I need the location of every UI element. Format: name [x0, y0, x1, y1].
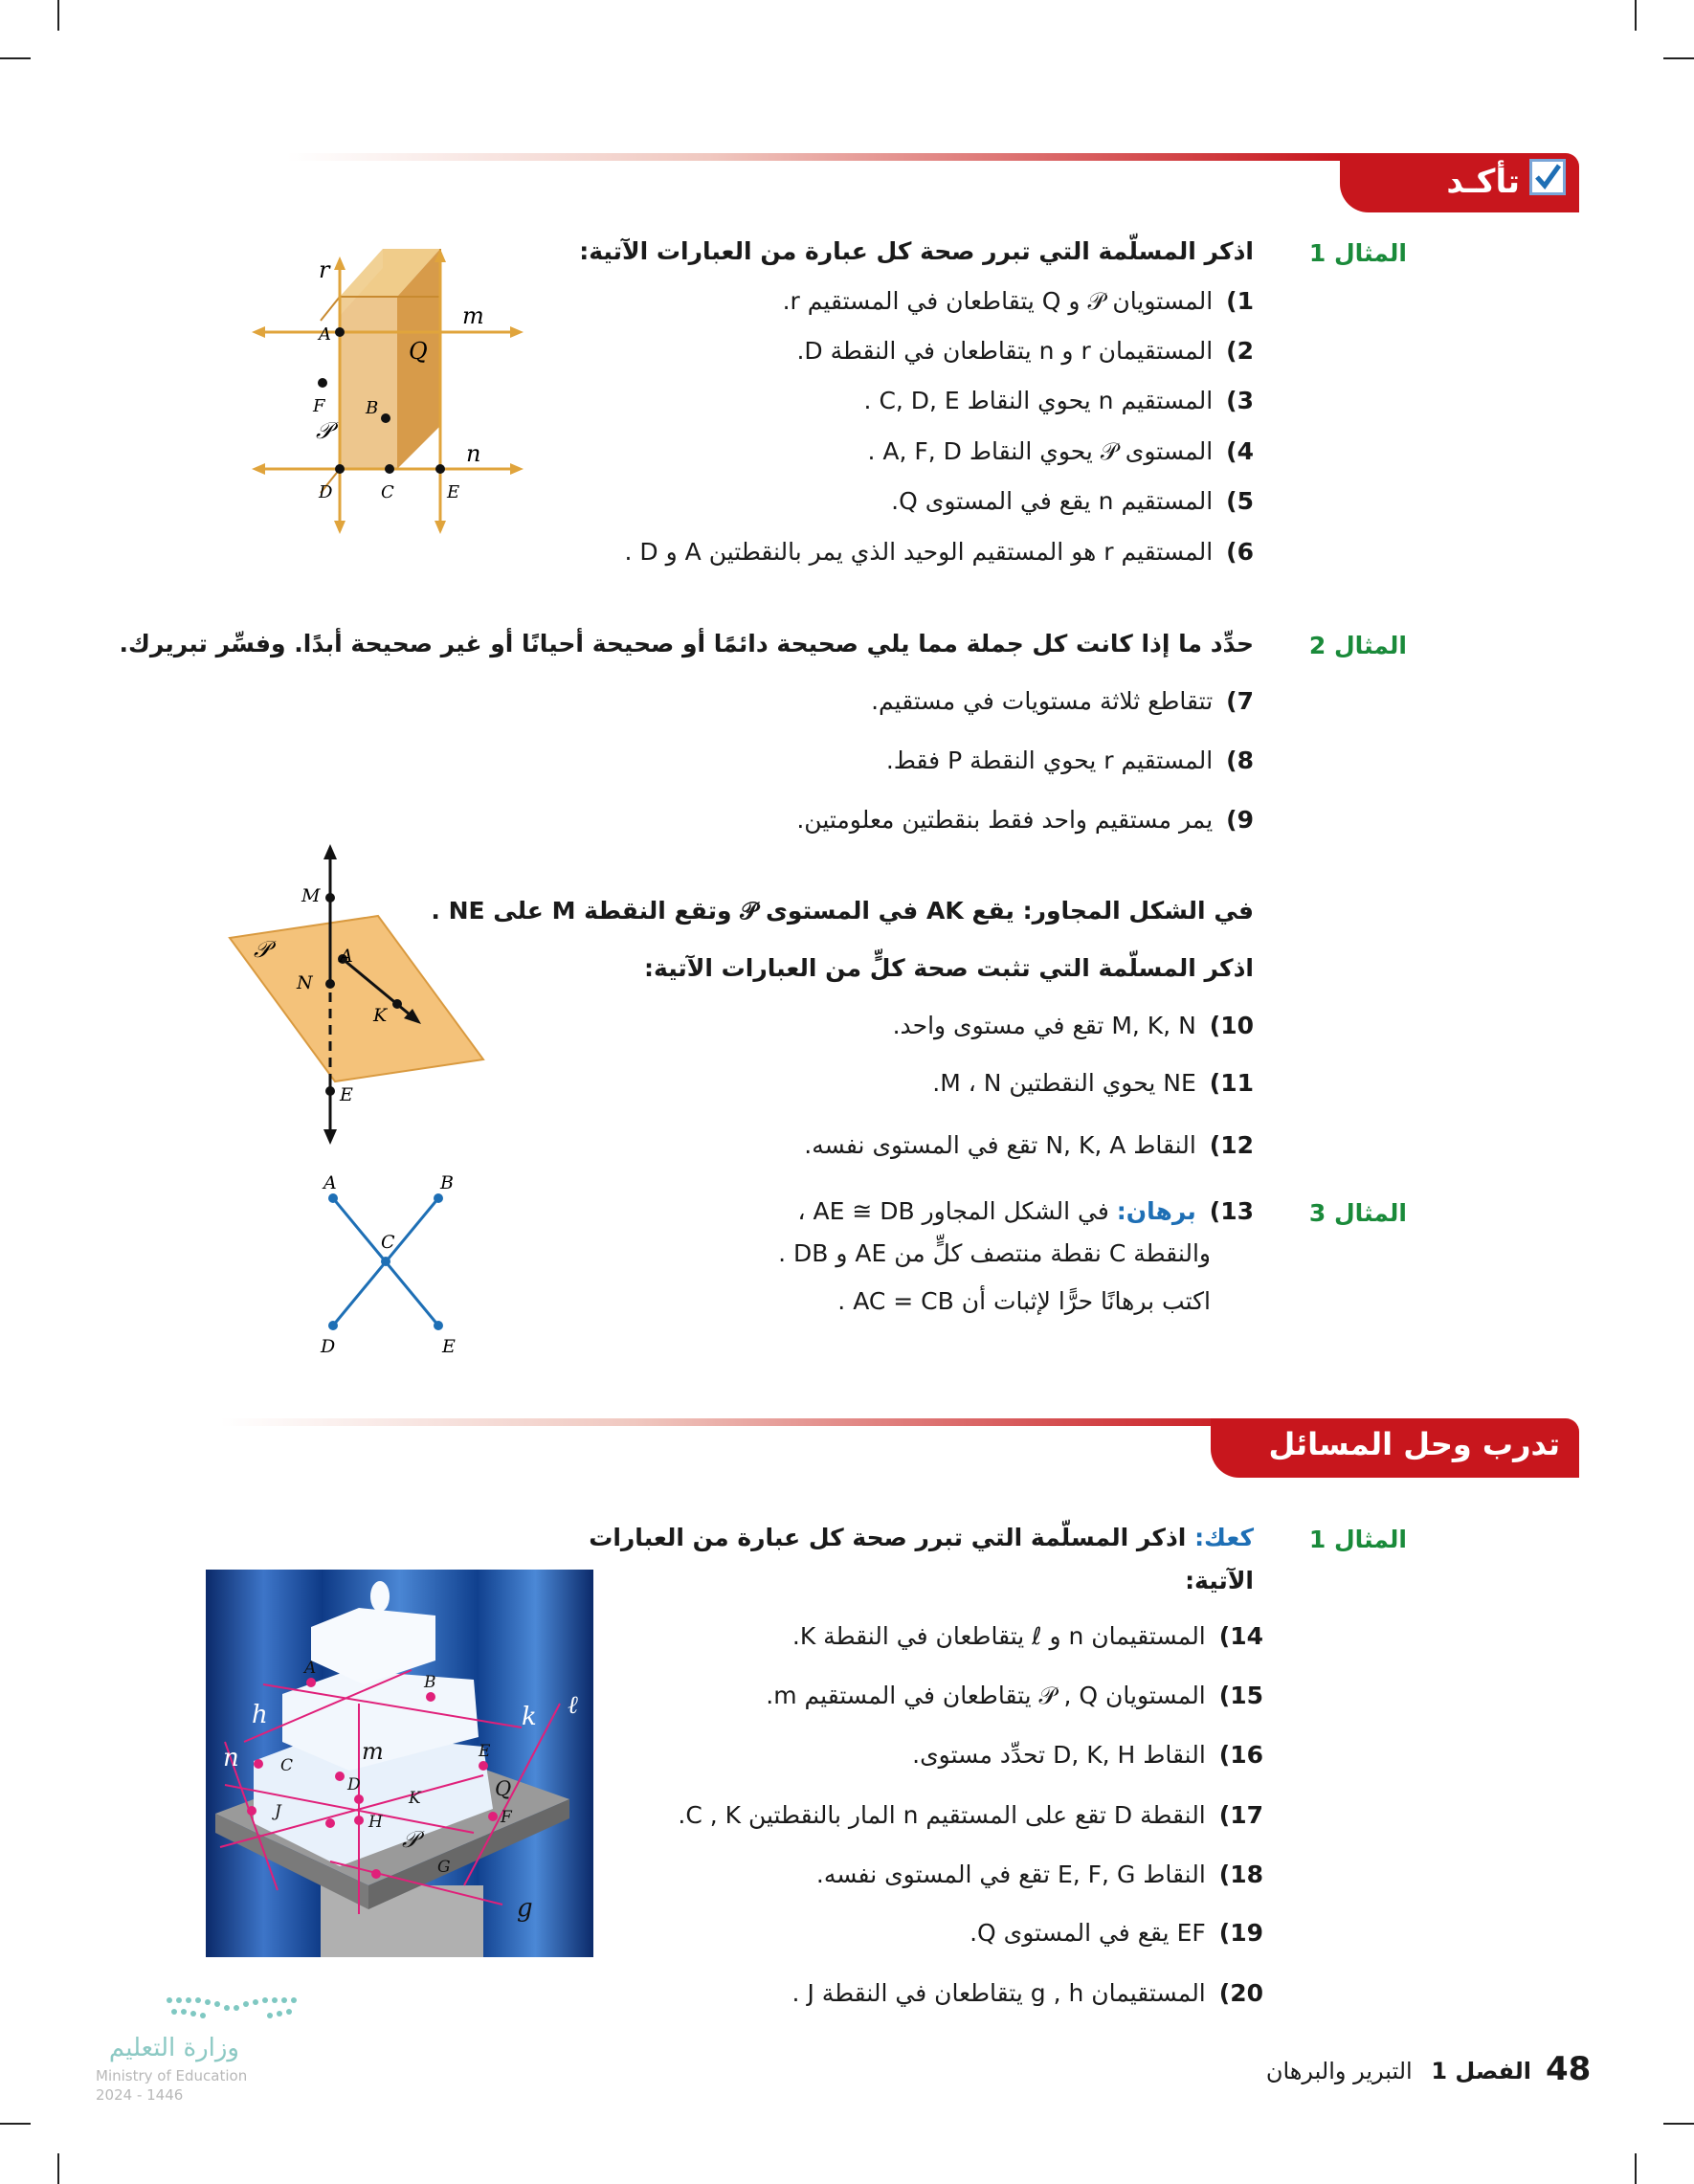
ex3-line-2: والنقطة C نقطة منتصف كلٍّ من AE و DB . — [778, 1239, 1211, 1267]
practice-item — [670, 1680, 1263, 1712]
label-l: ℓ — [568, 1691, 578, 1720]
item-number: 15) — [1218, 1682, 1263, 1709]
practice-prompt — [589, 1522, 1254, 1554]
label-d: D — [319, 482, 333, 502]
label-g: G — [437, 1858, 451, 1877]
label-a: A — [319, 324, 331, 345]
point-a — [335, 327, 345, 337]
ex1-item — [670, 285, 1254, 318]
chapter-label — [1196, 2058, 1531, 2084]
point-b — [426, 1692, 435, 1702]
ex1-item — [670, 335, 1254, 368]
label-q: Q — [495, 1777, 512, 1800]
example-2-label: المثال 2 — [1308, 632, 1407, 659]
crop-mark — [0, 57, 31, 59]
point-e — [435, 464, 445, 474]
item-number: 17) — [1218, 1801, 1263, 1829]
crop-mark — [0, 2123, 31, 2125]
arrow-head — [323, 1129, 337, 1145]
item-number: 14) — [1218, 1622, 1263, 1650]
label-b: B — [440, 1172, 454, 1193]
page-number: 48 — [1546, 2050, 1592, 2088]
label-c: C — [381, 482, 394, 502]
label-f: F — [313, 396, 325, 416]
example-3-label: المثال 3 — [1308, 1199, 1407, 1227]
figure-cake — [206, 1570, 593, 1957]
item-text: المستقيم r يحوي النقطة P فقط. — [885, 747, 1214, 774]
label-e: E — [447, 482, 460, 502]
proof-keyword: برهان: — [1116, 1197, 1196, 1225]
point-k — [392, 999, 402, 1009]
item-text: المستقيمان n و ℓ يتقاطعان في النقطة K. — [791, 1622, 1206, 1650]
ex3-line-1 — [747, 1195, 1254, 1228]
label-b: B — [424, 1673, 436, 1692]
item-number: 13) — [1209, 1197, 1254, 1225]
item-number: 16) — [1218, 1741, 1263, 1769]
label-a: A — [304, 1659, 317, 1678]
item-text: المستقيمان g , h يتقاطعان في النقطة J . — [791, 1979, 1206, 2007]
ex1-item — [670, 485, 1254, 518]
crop-mark — [1635, 0, 1637, 31]
point-h — [325, 1818, 335, 1828]
label-plane-p: 𝒫 — [316, 417, 333, 444]
item-number: 2) — [1226, 337, 1254, 365]
item-text: المستويان 𝒫 , Q يتقاطعان في المستقيم m. — [766, 1682, 1206, 1709]
ex2-item — [670, 1067, 1254, 1100]
label-d: D — [321, 1336, 336, 1357]
ex2-intro: في الشكل المجاور: يقع AK في المستوى 𝒫 وتقع النقطة M على NE . — [431, 897, 1254, 925]
label-j: J — [275, 1802, 281, 1821]
ex2-prompt2: اذكر المسلّمة التي تثبت صحة كلٍّ من العبارات الآتية: — [644, 954, 1254, 982]
label-q: Q — [409, 338, 428, 365]
label-k: K — [409, 1789, 421, 1808]
item-text: المستويان 𝒫 و Q يتقاطعان في المستقيم r. — [782, 287, 1214, 315]
label-k-line: k — [522, 1703, 537, 1731]
label-c: C — [381, 1232, 395, 1253]
arrow-head — [510, 463, 524, 475]
label-a: A — [340, 946, 353, 967]
banner-check-title: تأكـد — [1446, 163, 1520, 201]
figure-plane-line — [220, 842, 507, 1148]
point-n — [325, 979, 335, 989]
ex2-prompt: حدِّد ما إذا كانت كل جملة مما يلي صحيحة دائمًا أو صحيحة أحيانًا أو غير صحيحة أبدًا. وفسِّر تبريرك. — [119, 630, 1254, 657]
label-f: F — [501, 1808, 512, 1827]
check-icon — [1529, 159, 1566, 195]
label-e: E — [340, 1084, 353, 1105]
practice-example-1-label: المثال 1 — [1308, 1526, 1407, 1553]
banner-line — [287, 153, 1340, 161]
banner-line — [220, 1418, 1254, 1426]
ex1-prompt: اذكر المسلّمة التي تبرر صحة كل عبارة من العبارات الآتية: — [579, 237, 1254, 265]
ex2-item — [670, 745, 1254, 777]
item-number: 8) — [1226, 747, 1254, 774]
banner-practice-title: تدرب وحل المسائل — [1268, 1426, 1560, 1462]
label-m: m — [362, 1738, 384, 1765]
ex1-item — [574, 536, 1254, 568]
point-a — [306, 1678, 316, 1687]
point-f — [318, 378, 327, 388]
point-d — [335, 1772, 345, 1781]
practice-item — [670, 1620, 1263, 1653]
label-c: C — [280, 1756, 294, 1775]
point-c — [385, 464, 394, 474]
arrow-head — [252, 463, 265, 475]
crop-mark — [57, 0, 59, 31]
point-f — [488, 1812, 498, 1821]
item-text: المستقيم n يحوي النقاط C, D, E . — [863, 387, 1214, 414]
point-e — [479, 1761, 488, 1771]
item-number: 9) — [1226, 806, 1254, 834]
chapter-title: التبرير والبرهان — [1265, 2058, 1413, 2084]
figure-planes-box — [244, 249, 531, 536]
point-p-cake — [354, 1816, 364, 1825]
label-d: D — [347, 1775, 361, 1794]
item-text: يمر مستقيم واحد فقط بنقطتين معلومتين. — [796, 806, 1214, 834]
label-b: B — [366, 398, 379, 418]
practice-item — [670, 1799, 1263, 1832]
label-n: n — [466, 440, 481, 467]
item-number: 10) — [1209, 1012, 1254, 1039]
ministry-logo — [158, 1989, 311, 2027]
ex2-item — [670, 1010, 1254, 1042]
item-number: 7) — [1226, 687, 1254, 715]
label-a: A — [323, 1172, 337, 1193]
label-m: M — [301, 885, 321, 906]
label-h: h — [252, 1701, 268, 1729]
item-number: 3) — [1226, 387, 1254, 414]
crop-mark — [1663, 57, 1694, 59]
label-k: K — [373, 1005, 388, 1026]
practice-prompt-cont: الآتية: — [1185, 1567, 1254, 1594]
point-e — [434, 1321, 443, 1330]
item-number: 12) — [1209, 1131, 1254, 1159]
item-text: المستقيم n يقع في المستوى Q. — [891, 487, 1214, 515]
item-number: 5) — [1226, 487, 1254, 515]
label-plane-p: 𝒫 — [254, 936, 271, 963]
point-a — [328, 1193, 338, 1203]
ex1-item — [670, 385, 1254, 417]
item-text: النقاط N, K, A تقع في المستوى نفسه. — [804, 1131, 1196, 1159]
ministry-name-ar: وزارة التعليم — [108, 2034, 239, 2062]
label-h-point: H — [368, 1813, 383, 1832]
item-number: 6) — [1226, 538, 1254, 566]
item-text: المستقيم r هو المستقيم الوحيد الذي يمر بالنقطتين A و D . — [624, 538, 1214, 566]
crop-mark — [1635, 2153, 1637, 2184]
item-number: 4) — [1226, 437, 1254, 465]
point-j — [247, 1806, 256, 1816]
edge — [321, 297, 340, 321]
label-plane-p: 𝒫 — [402, 1826, 419, 1853]
item-number: 1) — [1226, 287, 1254, 315]
crop-mark — [57, 2153, 59, 2184]
practice-item — [670, 1739, 1263, 1772]
cake-topper — [370, 1581, 390, 1612]
label-m: m — [462, 302, 484, 329]
item-text: المستوى 𝒫 يحوي النقاط A, F, D . — [867, 437, 1214, 465]
ex2-item — [670, 804, 1254, 836]
plane-p-face — [340, 297, 397, 469]
label-e: E — [442, 1336, 456, 1357]
ex2-item — [670, 1129, 1254, 1162]
crop-mark — [1663, 2123, 1694, 2125]
practice-item — [670, 1977, 1263, 2010]
figure-crossing-segments — [306, 1168, 479, 1359]
point-d — [328, 1321, 338, 1330]
item-number: 11) — [1209, 1069, 1254, 1097]
prompt-text: اذكر المسلّمة التي تبرر صحة كل عبارة من العبارات — [589, 1524, 1187, 1551]
point-k — [354, 1794, 364, 1804]
item-text: المستقيمان r و n يتقاطعان في النقطة D. — [796, 337, 1214, 365]
point-g — [371, 1869, 381, 1879]
point-b — [434, 1193, 443, 1203]
chapter-number: الفصل 1 — [1431, 2058, 1531, 2084]
label-r: r — [319, 256, 330, 283]
ex1-item — [670, 435, 1254, 468]
practice-item — [670, 1859, 1263, 1891]
item-number: 19) — [1218, 1919, 1263, 1947]
item-text: النقاط E, F, G تقع في المستوى نفسه. — [815, 1861, 1206, 1888]
ex2-item — [670, 685, 1254, 718]
arrow-head — [334, 521, 345, 534]
arrow-head — [334, 256, 345, 270]
item-number: 20) — [1218, 1979, 1263, 2007]
example-1-label: المثال 1 — [1308, 239, 1407, 267]
label-n: N — [297, 972, 313, 993]
cake-keyword: كعك: — [1194, 1524, 1254, 1551]
item-text: النقطة D تقع على المستقيم n المار بالنقطتين C , K. — [678, 1801, 1206, 1829]
arrow-head — [252, 326, 265, 338]
point-e — [325, 1086, 335, 1096]
ministry-name-en: Ministry of Education — [96, 2067, 248, 2084]
label-g-line: g — [517, 1894, 533, 1923]
practice-item — [670, 1917, 1263, 1950]
point-m — [325, 893, 335, 903]
item-text: النقاط D, K, H تحدِّد مستوى. — [912, 1741, 1206, 1769]
ex3-line-3: اكتب برهانًا حرًّا لإثبات أن AC = CB . — [837, 1287, 1211, 1315]
point-d — [335, 464, 345, 474]
arrow-head — [510, 326, 524, 338]
item-text: NE يحوي النقطتين M ، N. — [932, 1069, 1196, 1097]
item-text: EF يقع في المستوى Q. — [970, 1919, 1206, 1947]
point-c — [381, 1257, 390, 1266]
ministry-year: 2024 - 1446 — [96, 2086, 184, 2104]
item-text: M, K, N تقع في مستوى واحد. — [892, 1012, 1196, 1039]
arrow-head — [435, 521, 446, 534]
label-n: n — [223, 1744, 239, 1772]
point-c — [254, 1759, 263, 1769]
arrow-head — [323, 844, 337, 859]
line-text: في الشكل المجاور AE ≅ DB ، — [797, 1197, 1109, 1225]
item-text: تتقاطع ثلاثة مستويات في مستقيم. — [871, 687, 1214, 715]
label-e: E — [479, 1742, 491, 1761]
point-b — [381, 413, 390, 423]
item-number: 18) — [1218, 1861, 1263, 1888]
